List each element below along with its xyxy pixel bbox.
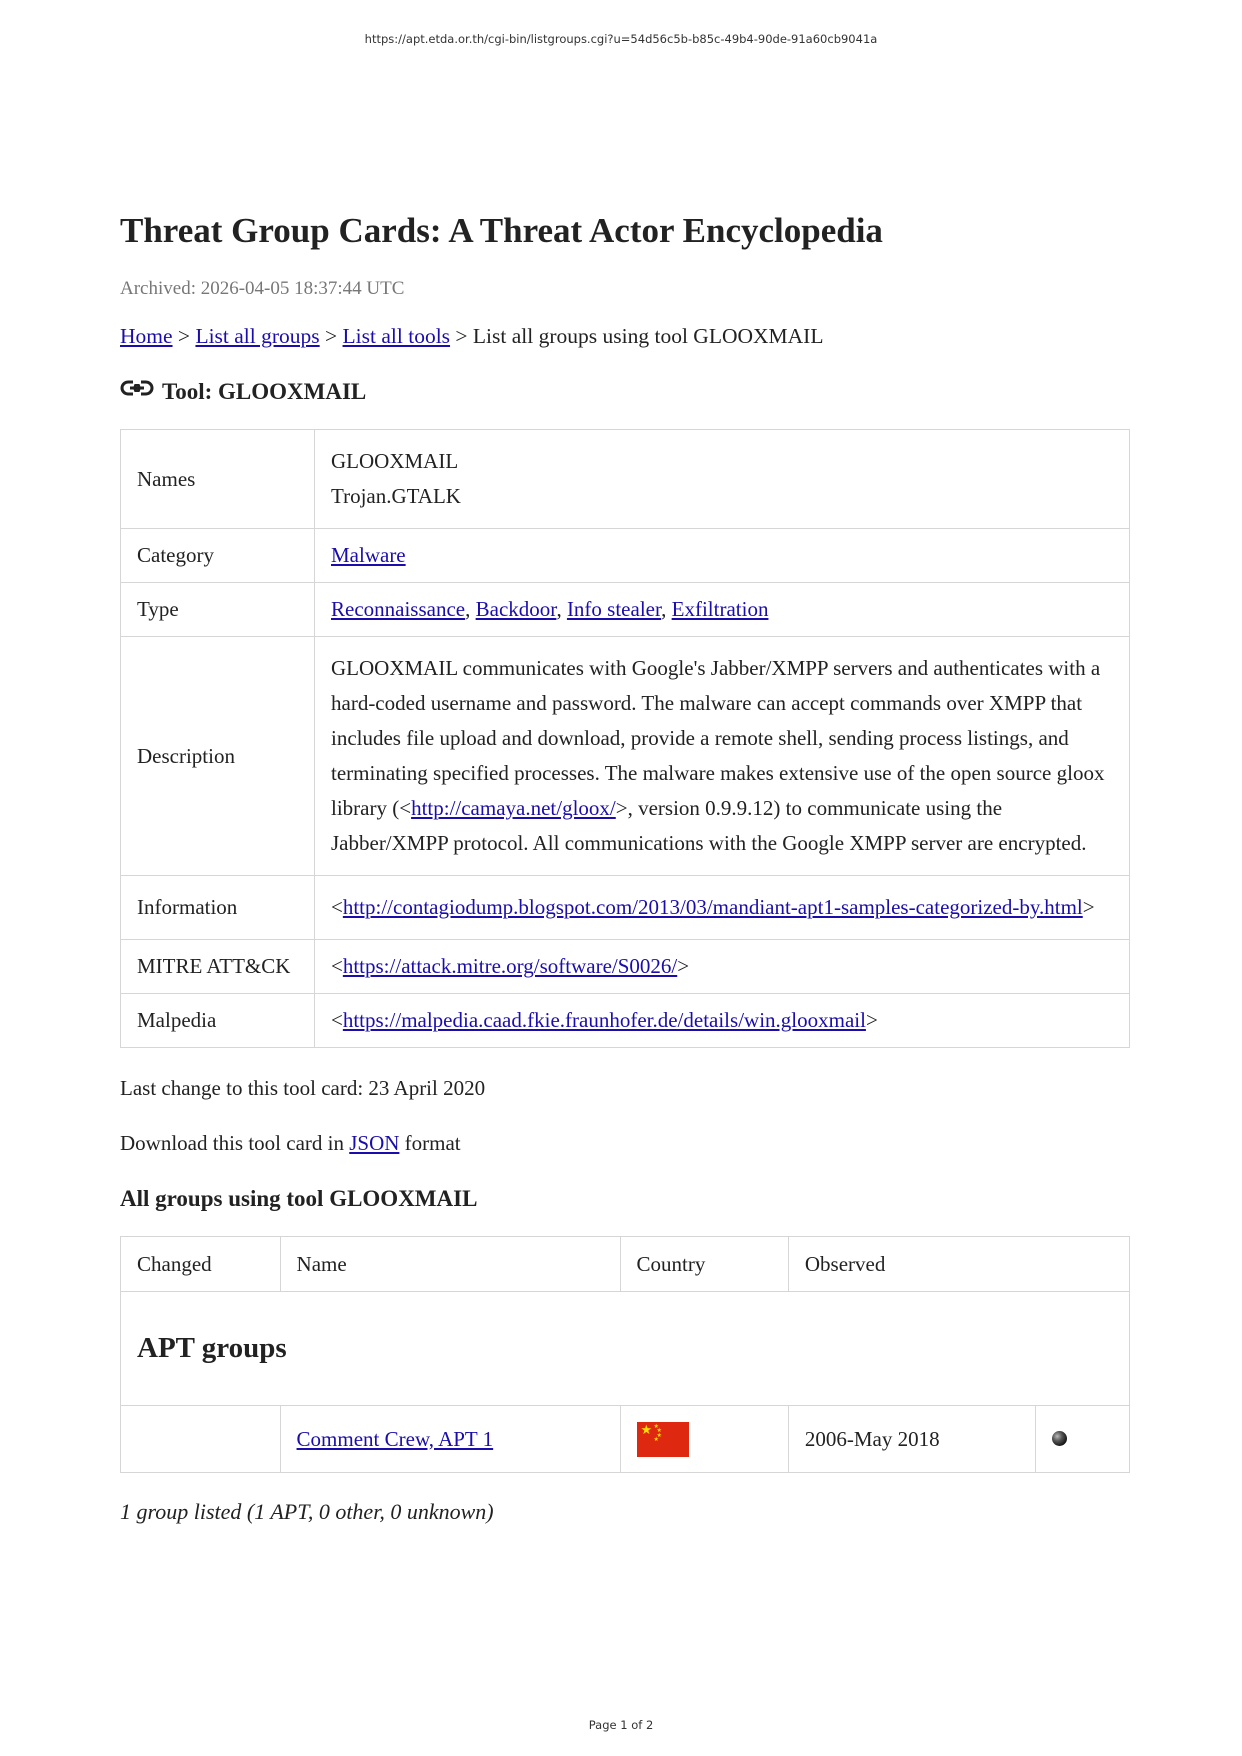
table-row xyxy=(121,430,1130,529)
malpedia-value xyxy=(315,994,1130,1048)
status-dot-icon xyxy=(1052,1431,1067,1446)
type-link-backdoor[interactable]: Backdoor xyxy=(475,597,557,621)
json-download-link[interactable]: JSON xyxy=(349,1131,400,1155)
information-link[interactable]: http://contagiodump.blogspot.com/2013/03/mandiant-apt1-samples-categorized-by.html xyxy=(342,895,1083,919)
table-row xyxy=(121,876,1130,940)
groups-table xyxy=(120,1236,1130,1473)
link-icon xyxy=(120,379,154,399)
description-text: GLOOXMAIL communicates with Google's Jabber/XMPP servers and authenticates with a hard-coded username and password. The malware can accept commands over XMPP that includes file upload and download, provide a remote shell, sending process listings, and terminating specified processes. The malware makes extensive use of the open source gloox library (< xyxy=(331,656,1105,820)
breadcrumb-groups-link[interactable]: List all groups xyxy=(195,324,320,348)
table-section-row xyxy=(121,1292,1130,1406)
tool-heading xyxy=(120,379,1130,405)
table-row xyxy=(121,583,1130,637)
type-link-reconnaissance[interactable]: Reconnaissance xyxy=(331,597,466,621)
type-separator: , xyxy=(465,597,476,621)
angle-bracket: < xyxy=(331,1008,343,1032)
cell-country xyxy=(620,1406,788,1473)
names-value xyxy=(315,430,1130,529)
name-item: GLOOXMAIL xyxy=(331,449,459,473)
information-value xyxy=(315,876,1130,940)
download-prefix: Download this tool card in xyxy=(120,1131,350,1155)
header-country: Country xyxy=(620,1237,788,1292)
description-text: >, version 0.9.9.12) to communicate using the Jabber/XMPP protocol. All communications with the Google XMPP server are encrypted. xyxy=(331,796,1087,855)
type-link-exfiltration[interactable]: Exfiltration xyxy=(671,597,769,621)
breadcrumb xyxy=(120,324,1130,349)
cell-name xyxy=(280,1406,620,1473)
table-row xyxy=(121,637,1130,876)
angle-bracket: > xyxy=(865,1008,878,1032)
cell-status xyxy=(1036,1406,1130,1473)
header-name: Name xyxy=(280,1237,620,1292)
page-footer: Page 1 of 2 xyxy=(588,1718,654,1732)
tool-heading-text: Tool: GLOOXMAIL xyxy=(162,379,367,404)
names-label: Names xyxy=(121,430,315,529)
header-observed: Observed xyxy=(788,1237,1129,1292)
download-suffix: format xyxy=(399,1131,461,1155)
category-label: Category xyxy=(121,529,315,583)
archived-timestamp: Archived: 2026-04-05 18:37:44 UTC xyxy=(120,278,405,299)
table-header-row xyxy=(121,1237,1130,1292)
category-link[interactable]: Malware xyxy=(331,543,406,567)
table-row xyxy=(121,994,1130,1048)
category-value xyxy=(315,529,1130,583)
malpedia-link[interactable]: https://malpedia.caad.fkie.fraunhofer.de/details/win.glooxmail xyxy=(342,1008,866,1032)
breadcrumb-tools-link[interactable]: List all tools xyxy=(342,324,451,348)
description-label: Description xyxy=(121,637,315,876)
information-label: Information xyxy=(121,876,315,940)
groups-summary: 1 group listed (1 APT, 0 other, 0 unknown) xyxy=(120,1499,494,1524)
table-row xyxy=(121,1406,1130,1473)
type-separator: , xyxy=(556,597,567,621)
page-title: Threat Group Cards: A Threat Actor Encyclopedia xyxy=(120,211,883,250)
download-text xyxy=(120,1131,1130,1156)
description-value xyxy=(315,637,1130,876)
breadcrumb-home-link[interactable]: Home xyxy=(120,324,173,348)
mitre-link[interactable]: https://attack.mitre.org/software/S0026/ xyxy=(342,954,678,978)
header-changed: Changed xyxy=(121,1237,281,1292)
angle-bracket: < xyxy=(331,895,343,919)
name-item: Trojan.GTALK xyxy=(331,484,461,508)
breadcrumb-separator: > xyxy=(319,324,343,348)
table-row xyxy=(121,529,1130,583)
cell-changed xyxy=(121,1406,281,1473)
angle-bracket: > xyxy=(1082,895,1095,919)
type-label: Type xyxy=(121,583,315,637)
tool-info-table xyxy=(120,429,1130,1048)
angle-bracket: < xyxy=(331,954,343,978)
angle-bracket: > xyxy=(677,954,690,978)
breadcrumb-current: > List all groups using tool GLOOXMAIL xyxy=(450,324,824,348)
group-link-comment-crew[interactable]: Comment Crew, APT 1 xyxy=(296,1426,494,1451)
last-change-text: Last change to this tool card: 23 April 2020 xyxy=(120,1076,486,1100)
mitre-value xyxy=(315,940,1130,994)
page-url: https://apt.etda.or.th/cgi-bin/listgroups.cgi?u=54d56c5b-b85c-49b4-90de-91a60cb9041a xyxy=(364,32,878,46)
table-row xyxy=(121,940,1130,994)
type-value xyxy=(315,583,1130,637)
china-flag-icon: ★ ★ ★ ★ ★ xyxy=(637,1422,689,1457)
malpedia-label: Malpedia xyxy=(121,994,315,1048)
gloox-link[interactable]: http://camaya.net/gloox/ xyxy=(411,796,616,820)
groups-heading: All groups using tool GLOOXMAIL xyxy=(120,1186,478,1211)
breadcrumb-separator: > xyxy=(172,324,196,348)
cell-observed: 2006-May 2018 xyxy=(788,1406,1036,1473)
type-link-info-stealer[interactable]: Info stealer xyxy=(566,597,662,621)
main-content xyxy=(120,210,1130,1525)
section-apt-groups: APT groups xyxy=(121,1292,1130,1406)
type-separator: , xyxy=(661,597,672,621)
mitre-label: MITRE ATT&CK xyxy=(121,940,315,994)
